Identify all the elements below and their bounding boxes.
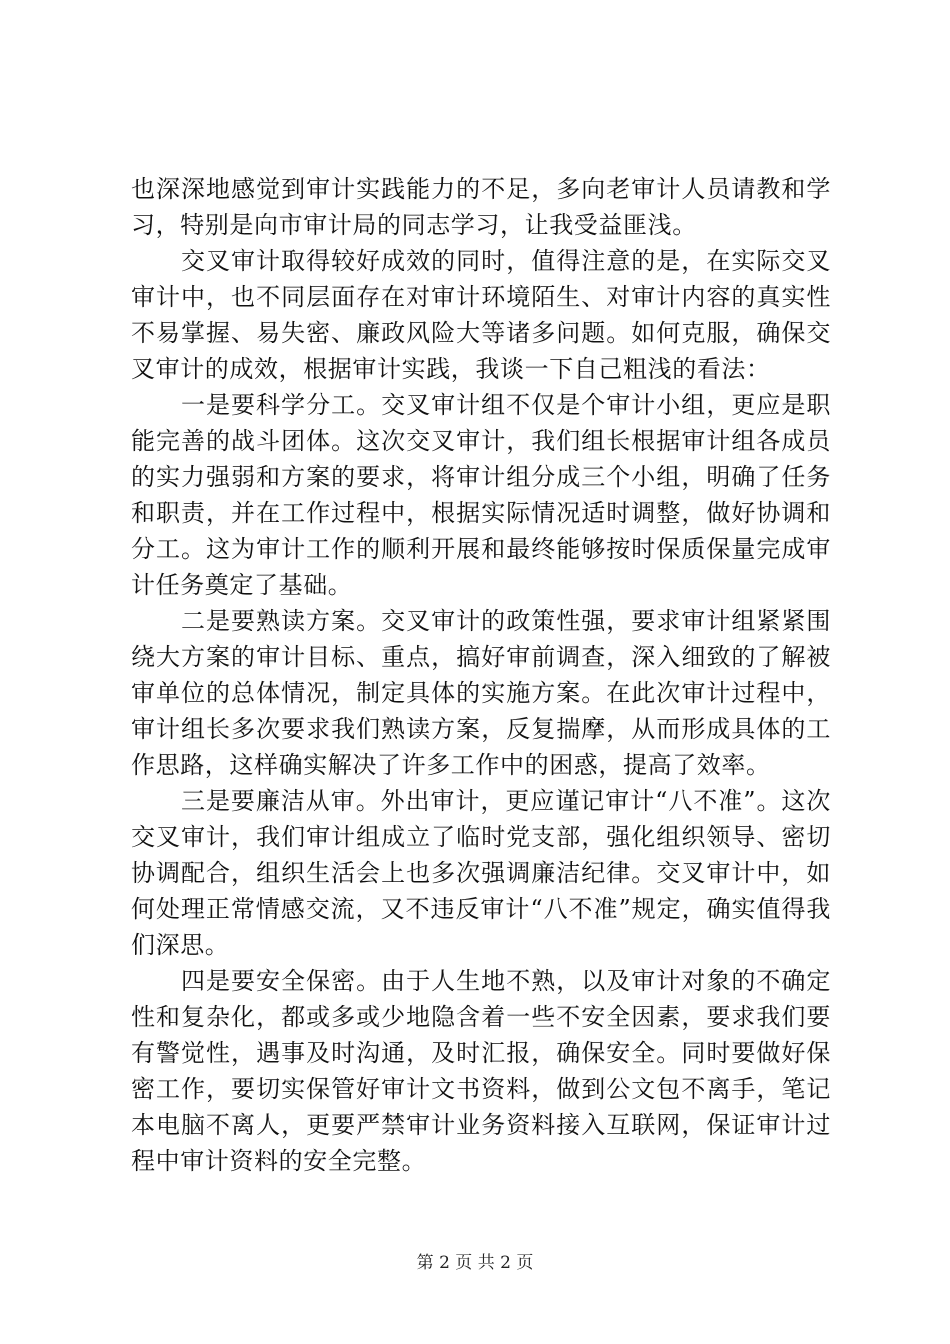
paragraph-4: 二是要熟读方案。交叉审计的政策性强，要求审计组紧紧围绕大方案的审计目标、重点，搞好审前调查，深入细致的了解被审单位的总体情况，制定具体的实施方案。在此次审计过程中，审计组长多次要求我们熟读方案，反复揣摩，从而形成具体的工作思路，这样确实解决了许多工作中的困惑，提高了效率。 <box>131 607 831 779</box>
document-body <box>131 171 831 1179</box>
paragraph-3: 一是要科学分工。交叉审计组不仅是个审计小组，更应是职能完善的战斗团体。这次交叉审计，我们组长根据审计组各成员的实力强弱和方案的要求，将审计组分成三个小组，明确了任务和职责，并在工作过程中，根据实际情况适时调整，做好协调和分工。这为审计工作的顺利开展和最终能够按时保质保量完成审计任务奠定了基础。 <box>131 391 831 599</box>
page-number-label: 第 2 页 共 2 页 <box>416 1253 534 1273</box>
paragraph-5: 三是要廉洁从审。外出审计，更应谨记审计“八不准”。这次交叉审计，我们审计组成立了临时党支部，强化组织领导、密切协调配合，组织生活会上也多次强调廉洁纪律。交叉审计中，如何处理正常情感交流，又不违反审计“八不准”规定，确实值得我们深思。 <box>131 787 831 959</box>
paragraph-2: 交叉审计取得较好成效的同时，值得注意的是，在实际交叉审计中，也不同层面存在对审计环境陌生、对审计内容的真实性不易掌握、易失密、廉政风险大等诸多问题。如何克服，确保交叉审计的成效，根据审计实践，我谈一下自己粗浅的看法： <box>131 247 831 383</box>
page-footer <box>0 1252 950 1274</box>
paragraph-6: 四是要安全保密。由于人生地不熟，以及审计对象的不确定性和复杂化，都或多或少地隐含着一些不安全因素，要求我们要有警觉性，遇事及时沟通，及时汇报，确保安全。同时要做好保密工作，要切实保管好审计文书资料，做到公文包不离手，笔记本电脑不离人，更要严禁审计业务资料接入互联网，保证审计过程中审计资料的安全完整。 <box>131 967 831 1175</box>
paragraph-1: 也深深地感觉到审计实践能力的不足，多向老审计人员请教和学习，特别是向市审计局的同志学习，让我受益匪浅。 <box>131 175 831 239</box>
